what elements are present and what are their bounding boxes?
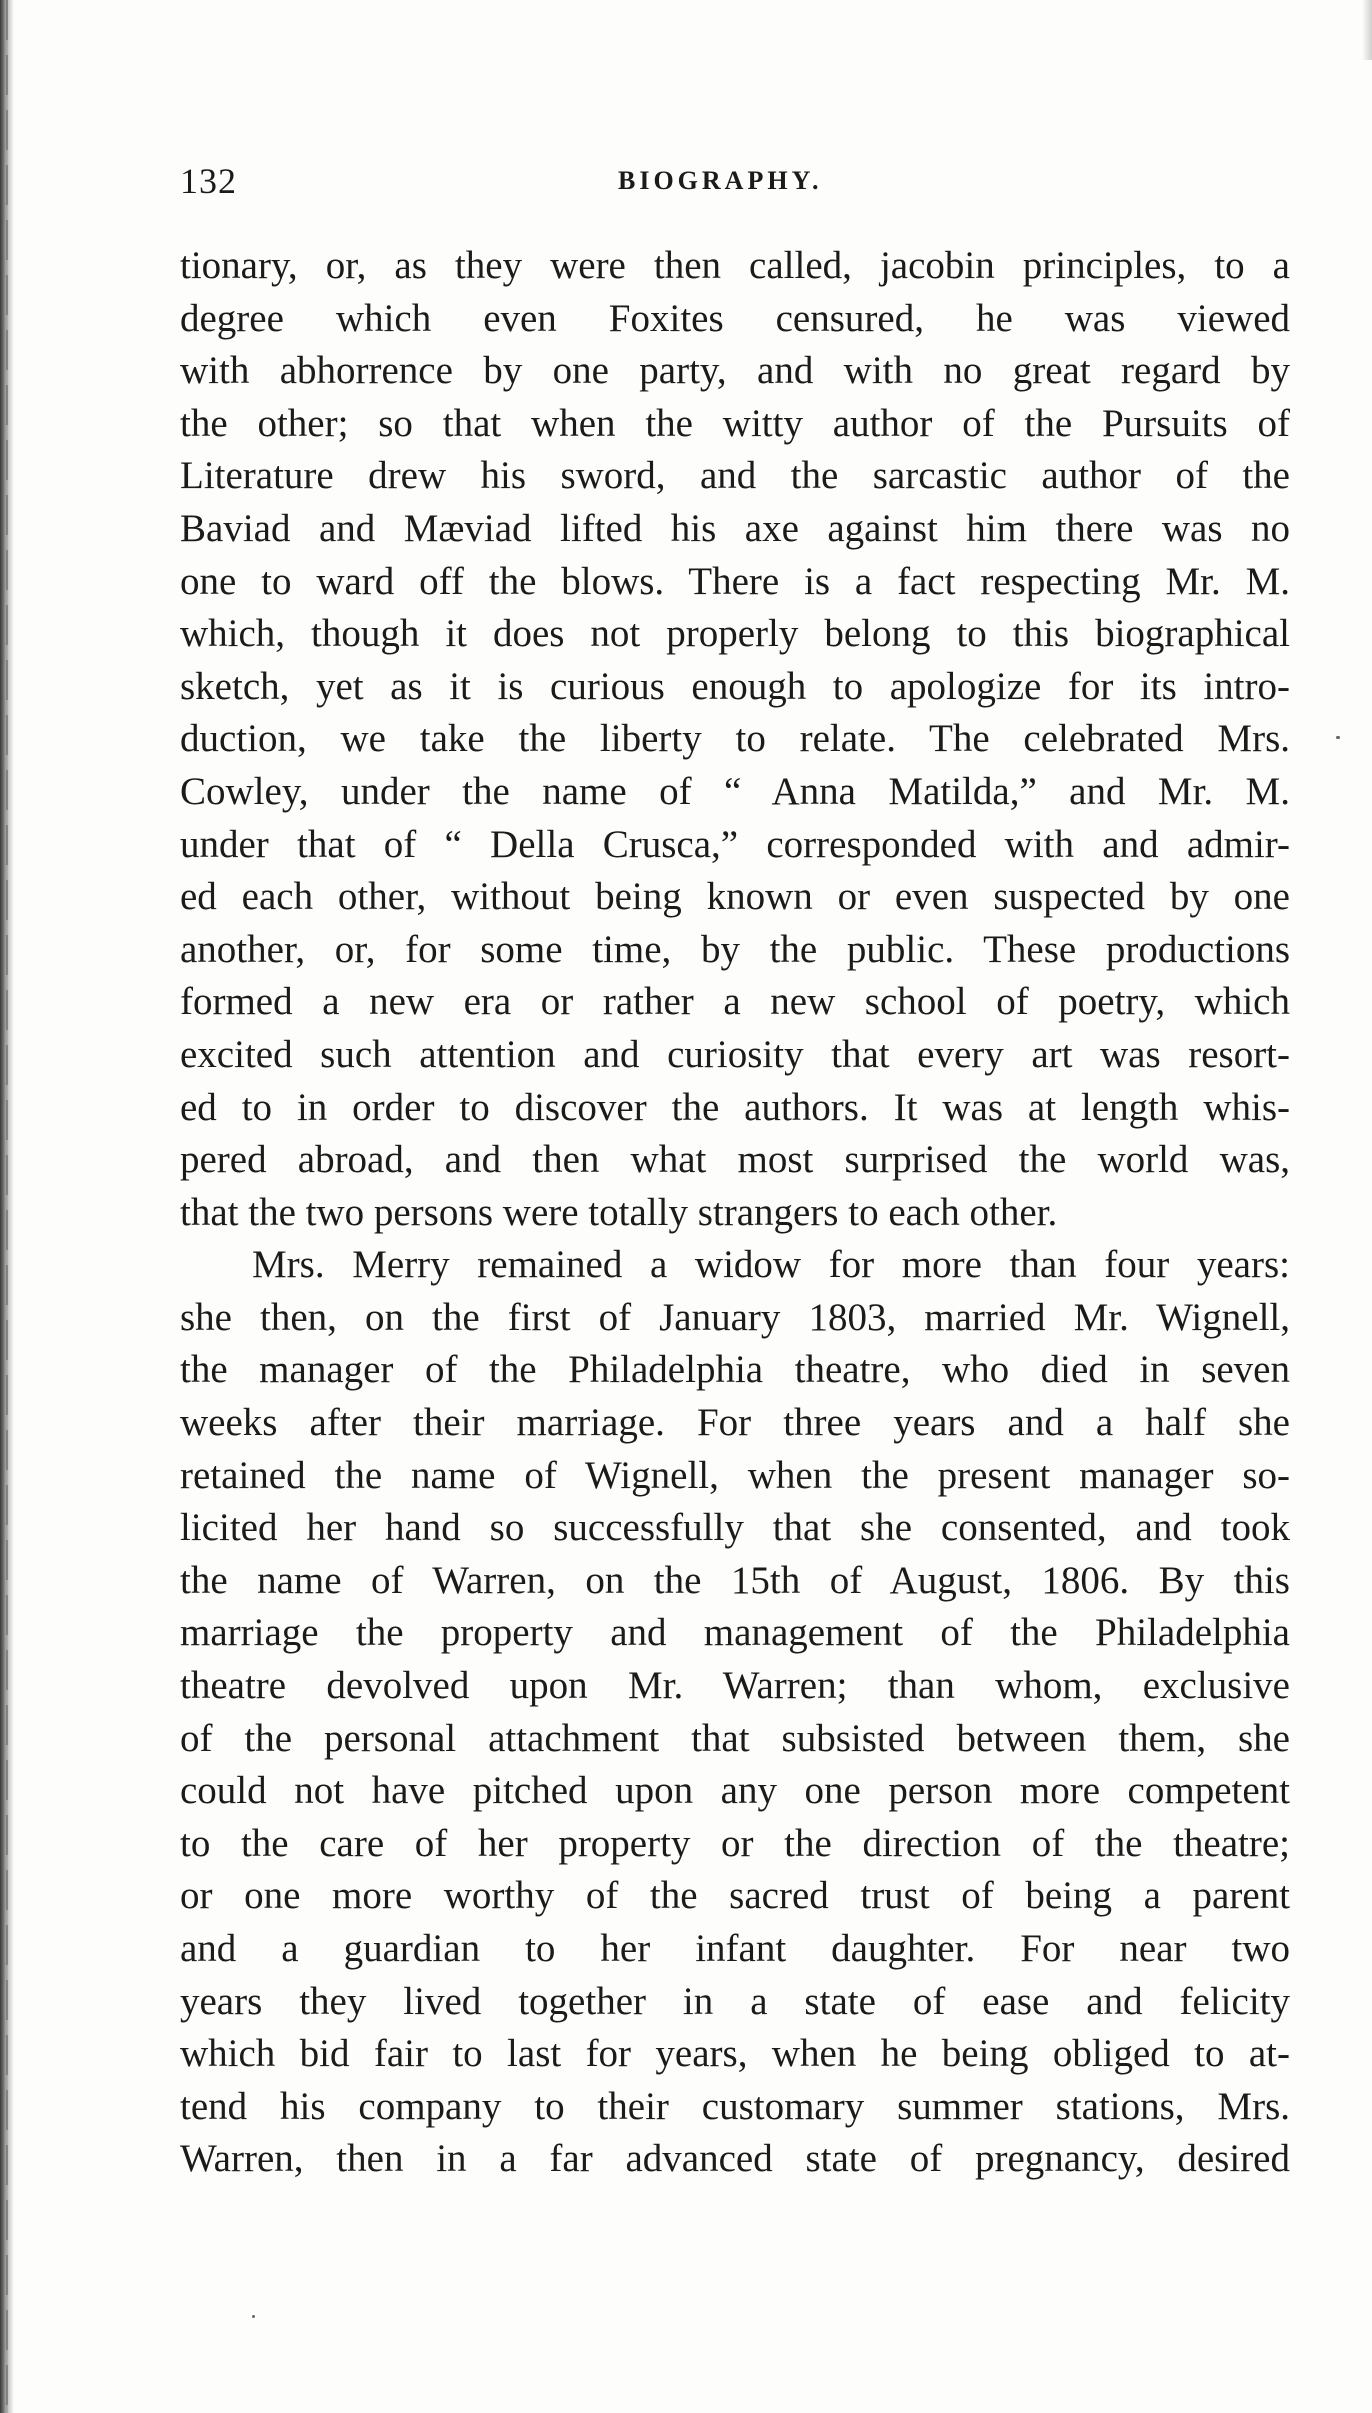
paragraph-last-line: that the two persons were totally strangers to each other. bbox=[180, 1190, 1058, 1234]
section-title: BIOGRAPHY. bbox=[618, 166, 823, 195]
text-line: to the care of her property or the direction of the theatre; bbox=[180, 1821, 1290, 1865]
text-line: weeks after their marriage. For three years and a half she bbox=[180, 1401, 1290, 1445]
page-number: 132 bbox=[180, 161, 237, 201]
body-text bbox=[180, 240, 1290, 2186]
text-line: degree which even Foxites censured, he was viewed bbox=[180, 296, 1290, 340]
paragraph-first-line: Mrs. Merry remained a widow for more than four years: bbox=[252, 1243, 1290, 1287]
text-line: or one more worthy of the sacred trust of being a parent bbox=[180, 1874, 1290, 1918]
text-line: ed to in order to discover the authors. It was at length whis- bbox=[180, 1085, 1290, 1129]
page-edge-shadow bbox=[1362, 0, 1372, 60]
text-line: and a guardian to her infant daughter. For near two bbox=[180, 1927, 1290, 1970]
text-line: of the personal attachment that subsisted between them, she bbox=[180, 1716, 1290, 1760]
text-line: years they lived together in a state of ease and felicity bbox=[180, 1979, 1290, 2023]
binding-line bbox=[6, 0, 8, 2413]
text-line: the name of Warren, on the 15th of August, 1806. By this bbox=[180, 1558, 1290, 1602]
text-line: Cowley, under the name of “ Anna Matilda,” and Mr. M. bbox=[180, 769, 1290, 813]
text-line: with abhorrence by one party, and with no great regard by bbox=[180, 349, 1290, 393]
text-line: ed each other, without being known or even suspected by one bbox=[180, 875, 1290, 919]
text-line: sketch, yet as it is curious enough to apologize for its intro- bbox=[180, 664, 1290, 708]
text-line: theatre devolved upon Mr. Warren; than whom, exclusive bbox=[180, 1664, 1290, 1708]
text-line: the other; so that when the witty author of the Pursuits of bbox=[180, 401, 1290, 445]
text-line: which, though it does not properly belong to this biographical bbox=[180, 612, 1290, 656]
text-line: Warren, then in a far advanced state of pregnancy, desired bbox=[180, 2137, 1290, 2181]
text-line: which bid fair to last for years, when he being obliged to at- bbox=[180, 2032, 1290, 2076]
print-speck bbox=[1336, 736, 1340, 739]
text-line: could not have pitched upon any one person more competent bbox=[180, 1769, 1290, 1813]
text-line: retained the name of Wignell, when the present manager so- bbox=[180, 1453, 1290, 1497]
text-line: excited such attention and curiosity that every art was resort- bbox=[180, 1032, 1290, 1076]
text-line: marriage the property and management of the Philadelphia bbox=[180, 1611, 1290, 1655]
text-line: another, or, for some time, by the public. These productions bbox=[180, 927, 1290, 971]
text-line: Literature drew his sword, and the sarcastic author of the bbox=[180, 454, 1290, 498]
text-line: duction, we take the liberty to relate. The celebrated Mrs. bbox=[180, 717, 1290, 761]
text-line: Baviad and Mæviad lifted his axe against him there was no bbox=[180, 506, 1290, 550]
text-line: licited her hand so successfully that she consented, and took bbox=[180, 1506, 1290, 1550]
print-speck bbox=[252, 2315, 255, 2318]
text-line: one to ward off the blows. There is a fact respecting Mr. M. bbox=[180, 559, 1290, 603]
text-line: pered abroad, and then what most surprised the world was, bbox=[180, 1138, 1290, 1182]
text-line: the manager of the Philadelphia theatre, who died in seven bbox=[180, 1348, 1290, 1392]
text-line: formed a new era or rather a new school of poetry, which bbox=[180, 980, 1290, 1024]
text-line: tionary, or, as they were then called, jacobin principles, to a bbox=[180, 244, 1290, 287]
text-line: tend his company to their customary summer stations, Mrs. bbox=[180, 2084, 1290, 2128]
text-line: under that of “ Della Crusca,” corresponded with and admir- bbox=[180, 822, 1290, 866]
text-line: she then, on the first of January 1803, married Mr. Wignell, bbox=[180, 1295, 1290, 1339]
running-head bbox=[180, 160, 1280, 210]
